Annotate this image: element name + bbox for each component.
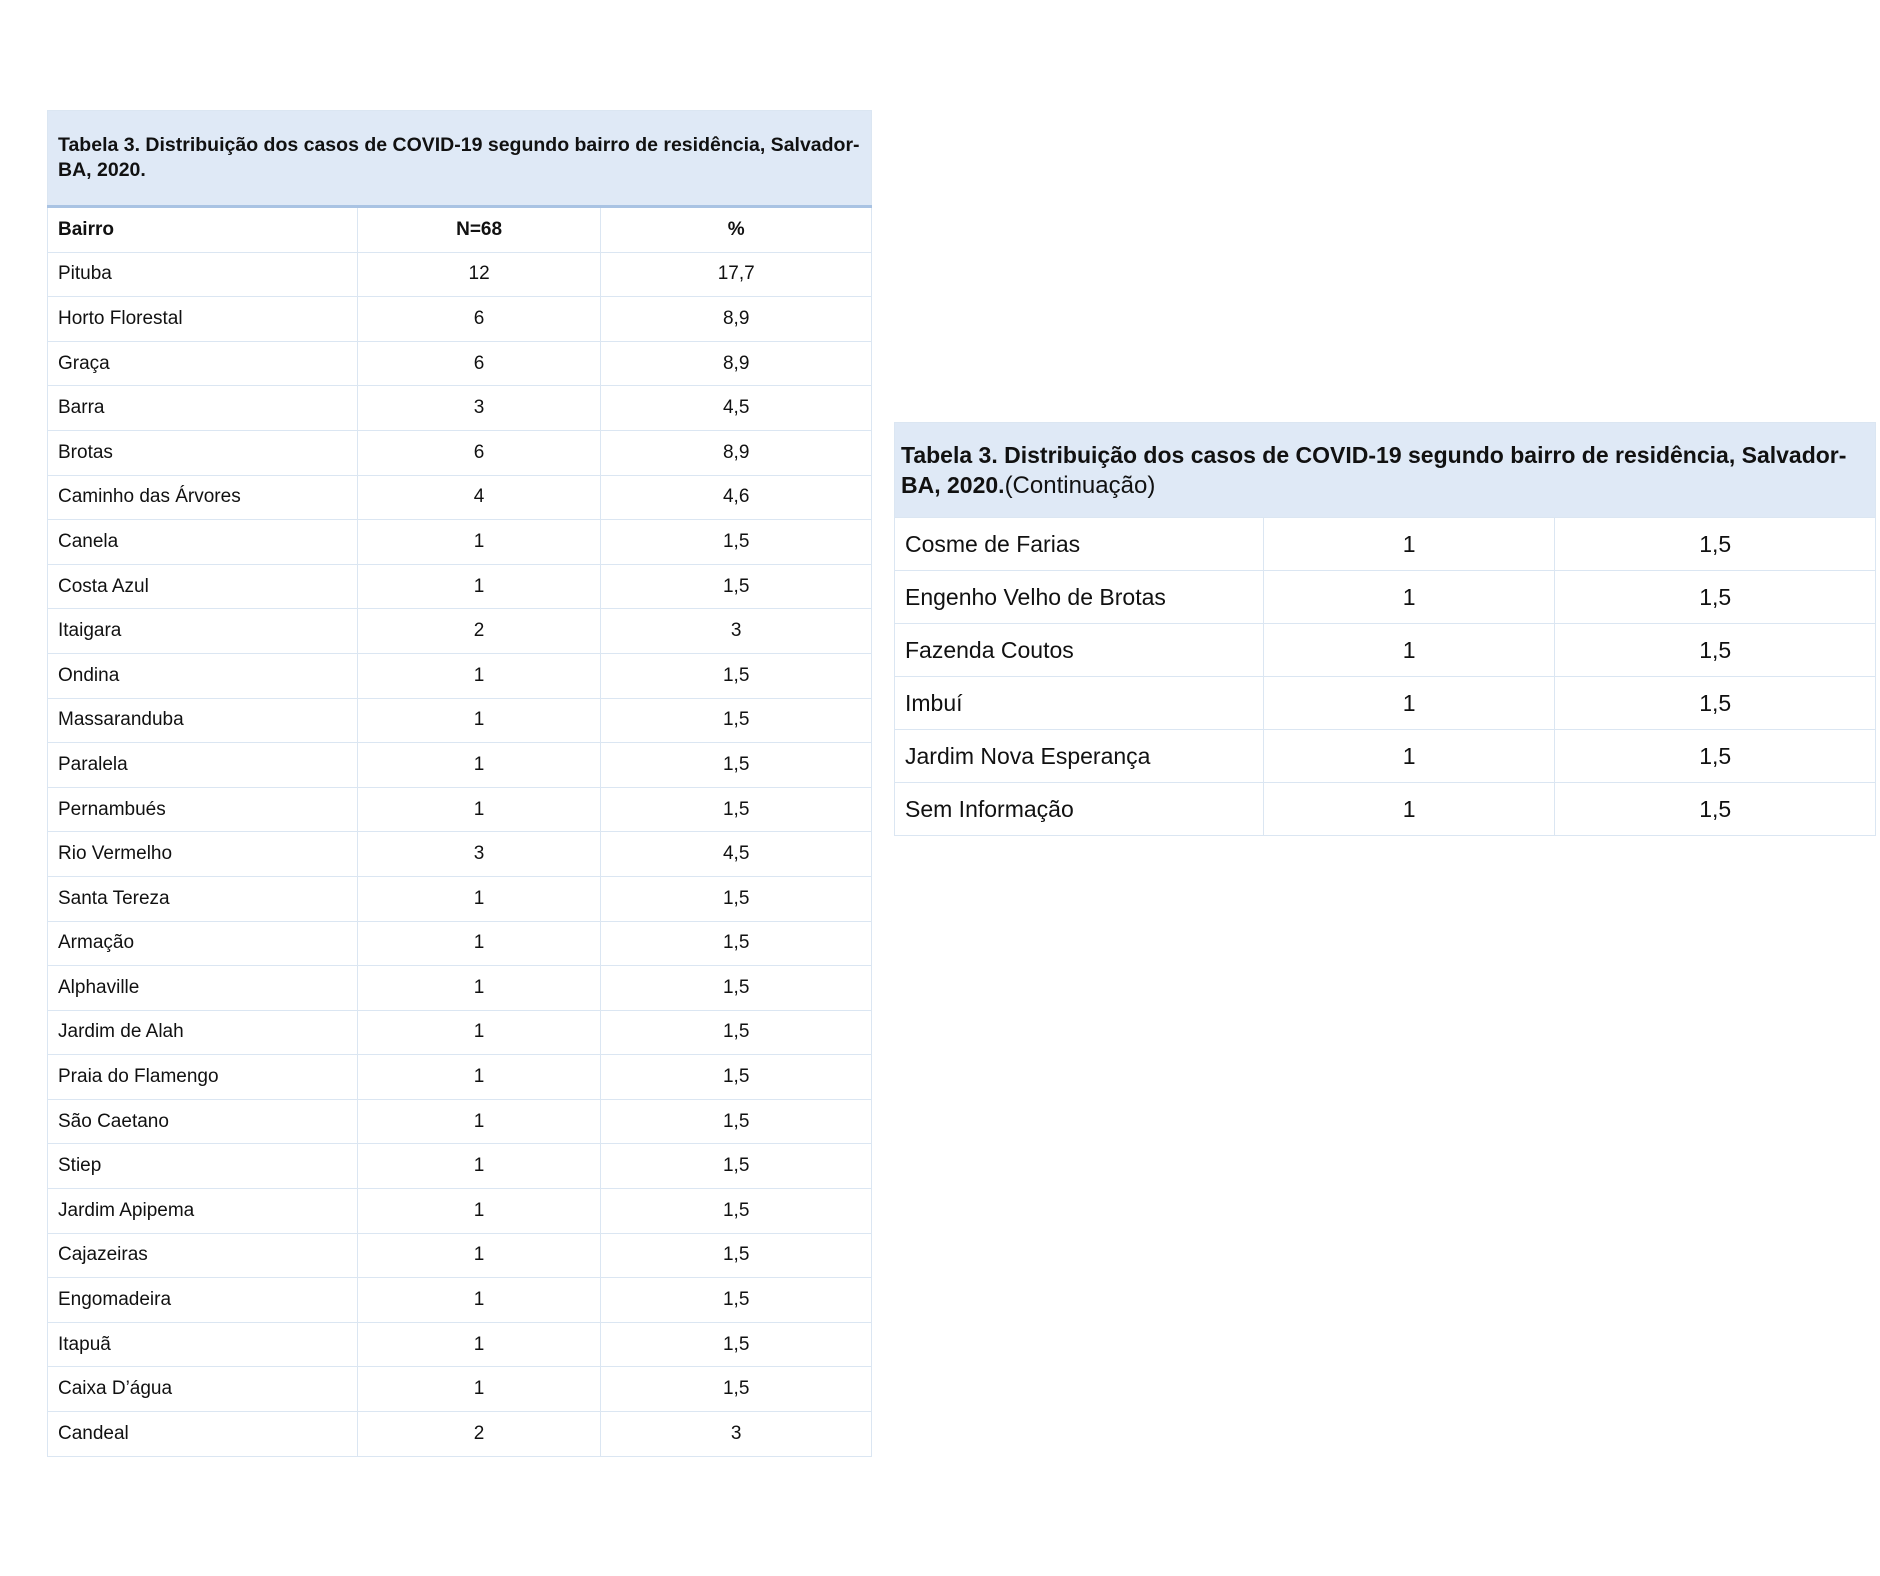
- cell-n: 1: [357, 1278, 601, 1323]
- cell-percent: 4,6: [601, 475, 872, 520]
- table-row: [48, 1144, 872, 1189]
- table-row: [48, 698, 872, 743]
- cell-bairro: Imbuí: [895, 677, 1264, 730]
- table-row: [48, 1099, 872, 1144]
- cell-bairro: Fazenda Coutos: [895, 624, 1264, 677]
- cell-bairro: Candeal: [48, 1412, 358, 1457]
- cell-percent: 3: [601, 609, 872, 654]
- header-row: [48, 207, 872, 253]
- cell-n: 1: [357, 743, 601, 788]
- table-row: [48, 609, 872, 654]
- cell-bairro: Alphaville: [48, 966, 358, 1011]
- cell-percent: 1,5: [601, 1367, 872, 1412]
- table-caption: Tabela 3. Distribuição dos casos de COVID-19 segundo bairro de residência, Salvador-BA, 2020.: [48, 111, 872, 207]
- cell-n: 1: [1263, 730, 1555, 783]
- cell-n: 1: [357, 1367, 601, 1412]
- cell-bairro: Pernambués: [48, 787, 358, 832]
- cell-bairro: Costa Azul: [48, 564, 358, 609]
- cell-bairro: Graça: [48, 341, 358, 386]
- cell-percent: 4,5: [601, 832, 872, 877]
- cell-n: 1: [357, 1233, 601, 1278]
- cell-bairro: Sem Informação: [895, 783, 1264, 836]
- cell-n: 6: [357, 341, 601, 386]
- cell-n: 1: [357, 520, 601, 565]
- table-row: [895, 677, 1876, 730]
- cell-percent: 1,5: [601, 1144, 872, 1189]
- cell-percent: 1,5: [601, 787, 872, 832]
- cell-n: 1: [357, 876, 601, 921]
- table-row: [48, 653, 872, 698]
- table-row: [895, 730, 1876, 783]
- cell-percent: 1,5: [601, 1189, 872, 1234]
- cell-n: 1: [357, 1099, 601, 1144]
- continuation-table: [894, 422, 1876, 836]
- table-row: [48, 787, 872, 832]
- cell-bairro: Paralela: [48, 743, 358, 788]
- cell-n: 1: [357, 787, 601, 832]
- cell-bairro: Cajazeiras: [48, 1233, 358, 1278]
- cell-n: 1: [357, 653, 601, 698]
- table-row: [48, 743, 872, 788]
- cell-percent: 1,5: [1555, 571, 1876, 624]
- cell-n: 1: [357, 698, 601, 743]
- cell-n: 3: [357, 386, 601, 431]
- table-row: [48, 1278, 872, 1323]
- cell-n: 12: [357, 252, 601, 297]
- cell-percent: 1,5: [1555, 677, 1876, 730]
- cell-percent: 8,9: [601, 297, 872, 342]
- cell-percent: 1,5: [601, 1010, 872, 1055]
- cell-bairro: Horto Florestal: [48, 297, 358, 342]
- cell-bairro: Jardim Nova Esperança: [895, 730, 1264, 783]
- cell-percent: 1,5: [601, 653, 872, 698]
- table-row: [48, 520, 872, 565]
- cell-bairro: Barra: [48, 386, 358, 431]
- cell-percent: 1,5: [601, 1055, 872, 1100]
- cell-percent: 1,5: [601, 743, 872, 788]
- table-row: [48, 832, 872, 877]
- table-row: [48, 1055, 872, 1100]
- caption-row: [48, 111, 872, 207]
- cell-bairro: Engenho Velho de Brotas: [895, 571, 1264, 624]
- cell-n: 2: [357, 609, 601, 654]
- cell-bairro: Caixa D’água: [48, 1367, 358, 1412]
- cell-bairro: Itaigara: [48, 609, 358, 654]
- cell-bairro: Massaranduba: [48, 698, 358, 743]
- cell-percent: 1,5: [601, 966, 872, 1011]
- table-row: [48, 341, 872, 386]
- cell-n: 4: [357, 475, 601, 520]
- cell-bairro: São Caetano: [48, 1099, 358, 1144]
- table-row: [895, 783, 1876, 836]
- table-row: [48, 1189, 872, 1234]
- cell-n: 6: [357, 430, 601, 475]
- cell-n: 3: [357, 832, 601, 877]
- cell-percent: 1,5: [1555, 518, 1876, 571]
- cell-percent: 1,5: [1555, 624, 1876, 677]
- cell-bairro: Jardim Apipema: [48, 1189, 358, 1234]
- caption-row: [895, 423, 1876, 518]
- cell-n: 6: [357, 297, 601, 342]
- table-row: [48, 475, 872, 520]
- cell-percent: 1,5: [601, 1322, 872, 1367]
- table-row: [895, 571, 1876, 624]
- cell-percent: 1,5: [601, 1233, 872, 1278]
- caption-continuation: (Continuação): [1004, 471, 1156, 499]
- cell-percent: 4,5: [601, 386, 872, 431]
- cell-n: 1: [357, 1189, 601, 1234]
- cell-bairro: Jardim de Alah: [48, 1010, 358, 1055]
- cell-percent: 1,5: [601, 921, 872, 966]
- cell-n: 1: [357, 1322, 601, 1367]
- cell-percent: 1,5: [1555, 783, 1876, 836]
- cell-percent: 8,9: [601, 430, 872, 475]
- header-n: N=68: [357, 207, 601, 253]
- cell-n: 1: [1263, 571, 1555, 624]
- table-row: [48, 1367, 872, 1412]
- cell-n: 1: [357, 1055, 601, 1100]
- table-row: [48, 252, 872, 297]
- table-row: [895, 624, 1876, 677]
- cell-bairro: Rio Vermelho: [48, 832, 358, 877]
- cell-bairro: Engomadeira: [48, 1278, 358, 1323]
- cell-n: 1: [357, 921, 601, 966]
- cell-percent: 1,5: [601, 1099, 872, 1144]
- cell-percent: 17,7: [601, 252, 872, 297]
- cell-percent: 1,5: [601, 520, 872, 565]
- table-row: [48, 921, 872, 966]
- cell-percent: 1,5: [601, 564, 872, 609]
- table-row: [895, 518, 1876, 571]
- cell-bairro: Caminho das Árvores: [48, 475, 358, 520]
- cell-bairro: Cosme de Farias: [895, 518, 1264, 571]
- cell-bairro: Ondina: [48, 653, 358, 698]
- table-row: [48, 564, 872, 609]
- cell-bairro: Santa Tereza: [48, 876, 358, 921]
- cell-n: 1: [1263, 783, 1555, 836]
- table-caption: [895, 423, 1876, 518]
- main-table: [47, 110, 872, 1457]
- table-row: [48, 1322, 872, 1367]
- cell-n: 1: [357, 1010, 601, 1055]
- cell-n: 1: [357, 1144, 601, 1189]
- header-bairro: Bairro: [48, 207, 358, 253]
- cell-percent: 1,5: [601, 876, 872, 921]
- table-row: [48, 1412, 872, 1457]
- table-row: [48, 297, 872, 342]
- table-row: [48, 430, 872, 475]
- cell-n: 1: [357, 966, 601, 1011]
- caption-text: Tabela 3. Distribuição dos casos de COVID-19 segundo bairro de residência, Salvador-BA, 2020.: [901, 441, 1847, 498]
- table-row: [48, 386, 872, 431]
- cell-n: 1: [1263, 624, 1555, 677]
- cell-n: 1: [1263, 518, 1555, 571]
- table-row: [48, 1233, 872, 1278]
- table-row: [48, 876, 872, 921]
- cell-bairro: Armação: [48, 921, 358, 966]
- cell-n: 2: [357, 1412, 601, 1457]
- cell-bairro: Itapuã: [48, 1322, 358, 1367]
- cell-n: 1: [357, 564, 601, 609]
- table-row: [48, 1010, 872, 1055]
- cell-n: 1: [1263, 677, 1555, 730]
- cell-percent: 3: [601, 1412, 872, 1457]
- cell-percent: 1,5: [1555, 730, 1876, 783]
- cell-percent: 8,9: [601, 341, 872, 386]
- table-row: [48, 966, 872, 1011]
- cell-percent: 1,5: [601, 1278, 872, 1323]
- header-percent: %: [601, 207, 872, 253]
- cell-bairro: Praia do Flamengo: [48, 1055, 358, 1100]
- cell-bairro: Brotas: [48, 430, 358, 475]
- cell-bairro: Stiep: [48, 1144, 358, 1189]
- cell-percent: 1,5: [601, 698, 872, 743]
- cell-bairro: Canela: [48, 520, 358, 565]
- cell-bairro: Pituba: [48, 252, 358, 297]
